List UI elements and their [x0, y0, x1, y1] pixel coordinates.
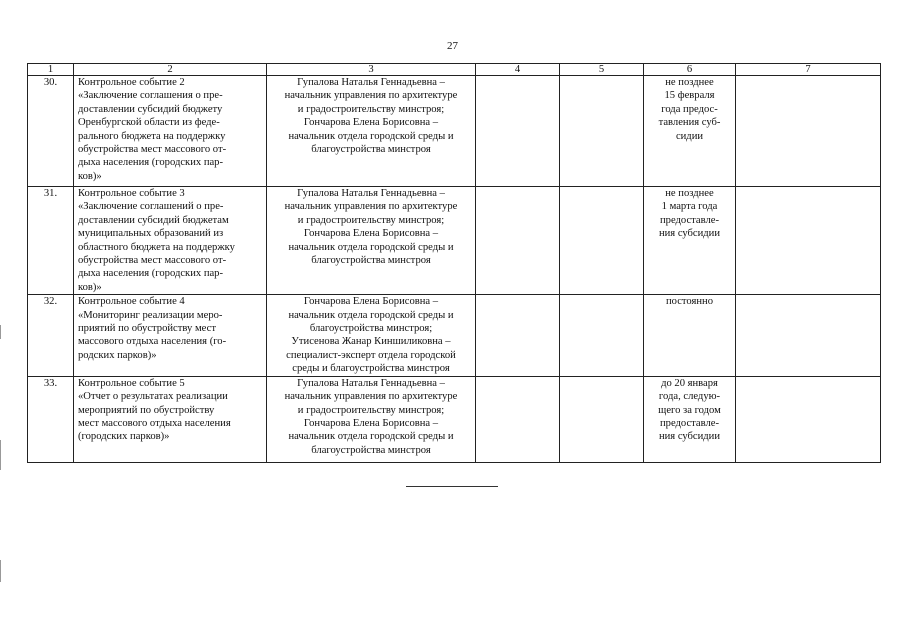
responsible-cell-line: начальник управления по архитектуре — [284, 90, 458, 102]
responsible-cell-line: начальник отдела городской среды и — [288, 241, 454, 253]
deadline-cell-line: щего за годом — [658, 404, 721, 416]
column-4-cell — [476, 376, 560, 462]
responsible-cell-line: среды и благоустройства минстроя — [292, 363, 450, 375]
deadline-cell-line: не позднее — [665, 188, 714, 199]
deadline-cell-line: до 20 января — [661, 377, 718, 389]
table-row — [28, 376, 881, 462]
control-event-cell-line: мероприятий по обустройству — [78, 404, 215, 416]
control-event-cell — [74, 295, 267, 376]
control-event-cell — [74, 376, 267, 462]
control-event-cell-line: доставлении субсидий бюджетам — [78, 214, 229, 226]
responsible-cell-line: благоустройства минстроя; — [309, 323, 433, 335]
deadline-cell-line: предоставле- — [659, 214, 720, 226]
page-number: 27 — [447, 40, 458, 52]
deadline-cell-line: не позднее — [665, 77, 714, 88]
header-row — [28, 64, 881, 76]
column-4-cell — [476, 76, 560, 187]
responsible-cell-line: благоустройства минстроя — [311, 144, 431, 156]
control-event-cell-line: областного бюджета на поддержку — [78, 241, 235, 253]
control-event-cell-line: Контрольное событие 2 — [78, 77, 185, 88]
responsible-cell-line: Гончарова Елена Борисовна – — [303, 417, 439, 429]
deadline-cell-line: ния субсидии — [658, 431, 721, 443]
table-row — [28, 76, 881, 187]
control-event-cell — [74, 187, 267, 295]
column-5-cell — [560, 376, 644, 462]
column-5-cell — [560, 295, 644, 376]
column-7-cell — [736, 76, 881, 187]
column-4-cell — [476, 295, 560, 376]
events-table — [27, 63, 881, 463]
column-4-cell — [476, 187, 560, 295]
responsible-cell-line: Гончарова Елена Борисовна – — [303, 228, 439, 240]
row-number-cell: 30. — [28, 76, 74, 187]
responsible-cell-line: Гончарова Елена Борисовна – — [303, 117, 439, 129]
control-event-cell-line: обустройства мест массового от- — [78, 255, 227, 267]
control-event-cell-line: приятий по обустройству мест — [78, 323, 216, 335]
control-event-cell-line: дыха населения (городских пар- — [78, 268, 224, 280]
control-event-cell-line: Контрольное событие 4 — [78, 296, 185, 308]
control-event-cell-line: Контрольное событие 5 — [78, 377, 185, 389]
deadline-cell-line: ния субсидии — [658, 228, 721, 240]
scan-edge-mark — [0, 440, 1, 470]
deadline-cell-line: 1 марта года — [661, 201, 718, 213]
deadline-cell-line: тавления суб- — [658, 117, 721, 129]
responsible-cell-line: начальник управления по архитектуре — [284, 201, 458, 213]
control-event-cell-line: рального бюджета на поддержку — [78, 130, 226, 142]
control-event-cell-line: Оренбургской области из феде- — [78, 117, 220, 129]
responsible-cell-line: специалист-эксперт отдела городской — [286, 349, 456, 361]
control-event-cell-line: массового отдыха населения (го- — [78, 336, 227, 348]
responsible-cell-line: начальник управления по архитектуре — [284, 391, 458, 403]
control-event-cell-line: Контрольное событие 3 — [78, 188, 185, 199]
control-event-cell-line: «Мониторинг реализации меро- — [78, 309, 223, 321]
table-row — [28, 187, 881, 295]
deadline-cell-line: предоставле- — [659, 417, 720, 429]
responsible-cell-line: и градостроительству минстроя; — [297, 404, 445, 416]
closing-rule — [406, 486, 498, 487]
control-event-cell-line: «Заключение соглашения о пре- — [78, 90, 223, 102]
column-header: 3 — [267, 64, 476, 76]
table-row — [28, 295, 881, 376]
column-header: 4 — [476, 64, 560, 76]
deadline-cell-line: сидии — [675, 130, 704, 142]
control-event-cell-line: дыха населения (городских пар- — [78, 157, 224, 169]
responsible-cell — [267, 295, 476, 376]
row-number-cell: 33. — [28, 376, 74, 462]
column-7-cell — [736, 376, 881, 462]
deadline-cell-line: года предос- — [661, 103, 718, 115]
control-event-cell-line: «Заключение соглашений о пре- — [78, 201, 224, 213]
control-event-cell-line: «Отчет о результатах реализации — [78, 391, 228, 403]
column-header: 1 — [28, 64, 74, 76]
deadline-cell — [644, 295, 736, 376]
control-event-cell-line: ков)» — [78, 170, 102, 182]
responsible-cell-line: благоустройства минстроя — [311, 255, 431, 267]
responsible-cell — [267, 187, 476, 295]
scan-edge-mark — [0, 325, 1, 339]
column-7-cell — [736, 295, 881, 376]
deadline-cell-line: постоянно — [665, 296, 714, 308]
responsible-cell-line: Гупалова Наталья Геннадьевна – — [297, 77, 445, 88]
control-event-cell-line: (городских парков)» — [78, 431, 170, 443]
responsible-cell-line: начальник отдела городской среды и — [288, 130, 454, 142]
control-event-cell-line: обустройства мест массового от- — [78, 144, 227, 156]
control-event-cell-line: доставлении субсидий бюджету — [78, 103, 223, 115]
responsible-cell-line: Гупалова Наталья Геннадьевна – — [297, 188, 445, 199]
responsible-cell — [267, 376, 476, 462]
responsible-cell-line: и градостроительству минстроя; — [297, 103, 445, 115]
deadline-cell-line: 15 февраля — [664, 90, 715, 102]
column-header: 7 — [736, 64, 881, 76]
deadline-cell-line: года, следую- — [658, 391, 721, 403]
column-header: 5 — [560, 64, 644, 76]
deadline-cell — [644, 376, 736, 462]
responsible-cell-line: начальник отдела городской среды и — [288, 309, 454, 321]
responsible-cell-line: Гончарова Елена Борисовна – — [303, 296, 439, 308]
control-event-cell-line: мест массового отдыха населения — [78, 417, 231, 429]
deadline-cell — [644, 76, 736, 187]
table-body — [28, 76, 881, 463]
responsible-cell-line: начальник отдела городской среды и — [288, 431, 454, 443]
control-event-cell-line: родских парков)» — [78, 349, 157, 361]
control-event-cell-line: ков)» — [78, 281, 102, 293]
responsible-cell — [267, 76, 476, 187]
column-5-cell — [560, 187, 644, 295]
row-number-cell: 31. — [28, 187, 74, 295]
column-header: 6 — [644, 64, 736, 76]
column-5-cell — [560, 76, 644, 187]
deadline-cell — [644, 187, 736, 295]
responsible-cell-line: и градостроительству минстроя; — [297, 214, 445, 226]
column-7-cell — [736, 187, 881, 295]
control-event-cell-line: муниципальных образований из — [78, 228, 224, 240]
responsible-cell-line: Утисенова Жанар Киншиликовна – — [291, 336, 451, 348]
control-event-cell — [74, 76, 267, 187]
responsible-cell-line: благоустройства минстроя — [311, 444, 431, 456]
row-number-cell: 32. — [28, 295, 74, 376]
column-header: 2 — [74, 64, 267, 76]
scan-edge-mark — [0, 560, 1, 582]
responsible-cell-line: Гупалова Наталья Геннадьевна – — [297, 377, 445, 389]
